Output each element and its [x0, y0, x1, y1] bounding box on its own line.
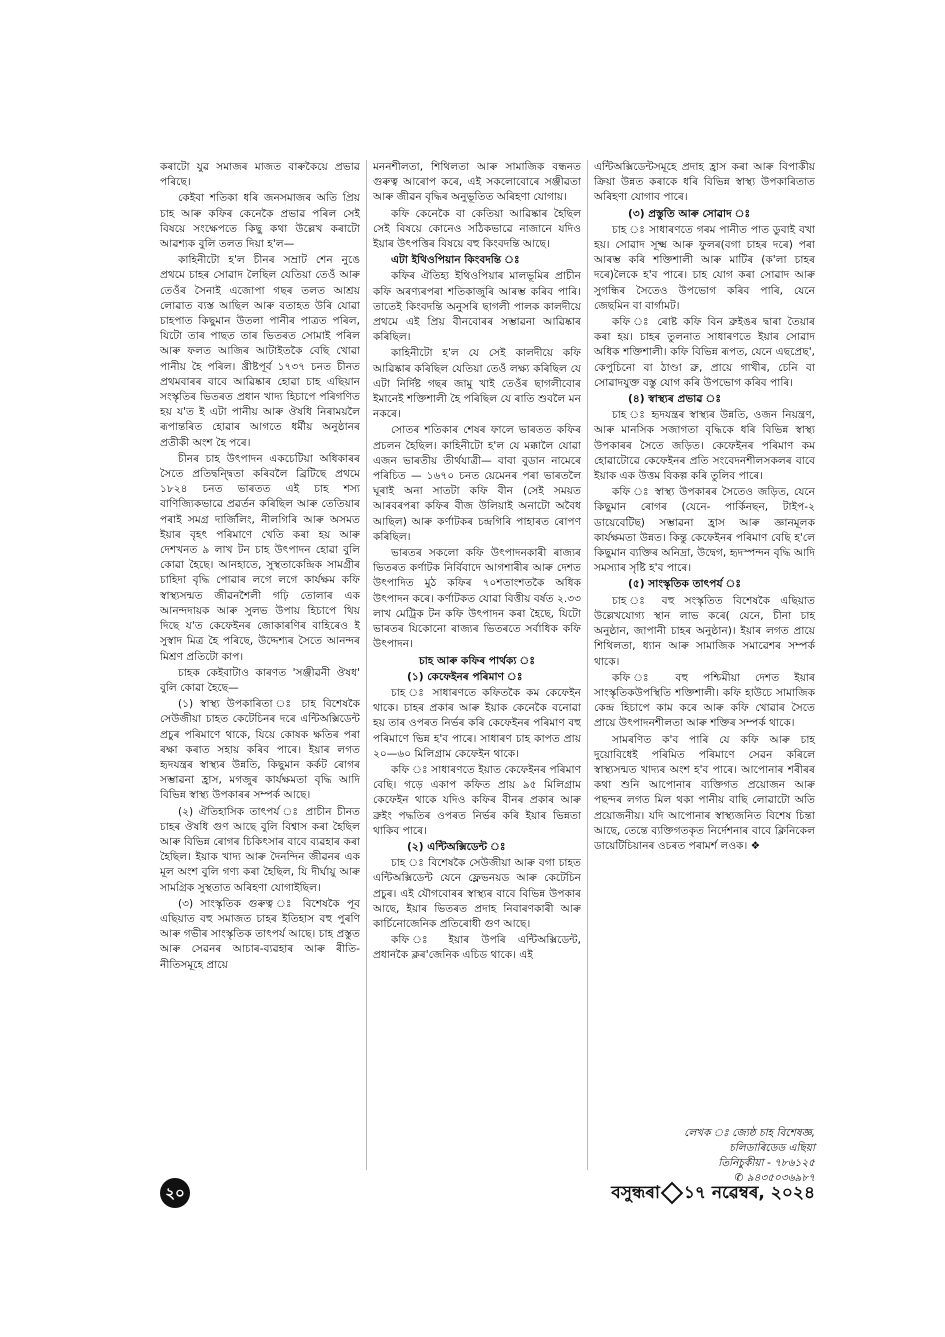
paragraph: চীনৰ চাহ উৎপাদন একচেটিয়া অধিকাৰৰ সৈতে প্ৰতিদ্বন্দ্বিতা কৰিবলৈ ব্ৰিটিছে প্ৰথমে ১৮২৪ চনত ভাৰতত এই চাহ শস্য বাণিজ্যিকভাৱে প্ৰৱৰ্তন কৰিছিল আৰু তেতিয়াৰ পৰাই সমগ্ৰ দাৰ্জিলিং, নীলগিৰি আৰু অসমত ইয়াৰ বৃহৎ পৰিমাণে খেতি কৰা হয় আৰু দেশখনত ৯ লাখ টন চাহ উৎপাদন হোৱা বুলি কোৱা হৈছে। আনহাতে, সুস্থতাকেন্দ্ৰিক সামগ্ৰীৰ চাহিদা বৃদ্ধি পোৱাৰ লগে লগে কাৰ্যক্ষম কফি স্বাস্থ্যসন্মত জীৱনশৈলী গঢ়ি তোলাৰ এক আনন্দদায়ক আৰু সুলভ উপায় হিচাপে থিয় দিছে য'ত কেফেইনৰ জোকাৰণিৰ বাহিৰেও ই সুস্বাদ মিত্ৰ হৈ পৰিছে, উদ্দেশ্যৰ সৈতে আনন্দৰ মিশ্ৰণ প্ৰতিটো কাপ।	[160, 452, 360, 663]
byline-line: তিনিচুকীয়া - ৭৮৬১২৫	[718, 1157, 815, 1169]
subsection-heading: (৫) সাংস্কৃতিক তাৎপৰ্য ঃ	[628, 578, 742, 591]
paragraph: (৩) সাংস্কৃতিক গুৰুত্ব ঃ বিশেষকৈ পূব এছিয়াত বহু সমাজত চাহৰ ইতিহাস বহু পুৰণি আৰু গভীৰ সাংস্কৃতিক তাৎপৰ্য আছে। চাহ প্ৰস্তুত আৰু সেৱনৰ আচাৰ-ব্যৱহাৰ আৰু ৰীতি-নীতিসমূহে প্ৰায়ে	[160, 897, 360, 971]
paragraph: কেইবা শতিকা ধৰি জনসমাজৰ অতি প্ৰিয় চাহ আৰু কফিৰ কেনেকৈ প্ৰভাৱ পৰিল সেই বিষয়ে সংক্ষেপতে কিছু কথা উল্লেখ কৰাটো আৱশ্যক বুলি তলত দিয়া হ'ল—	[160, 192, 360, 251]
paragraph: কফি কেনেকৈ বা কেতিয়া আৱিষ্কাৰ হৈছিল সেই বিষয়ে কোনেও সঠিকভাৱে নাজানে যদিও ইয়াৰ উৎপত্তিৰ বিষয়ে বহু কিংবদন্তি আছে।	[373, 207, 581, 251]
paragraph: কফি ঃ বহু পশ্চিমীয়া দেশত ইয়াৰ সাংস্কৃতিকউপস্থিতি শক্তিশালী। কফি হাউচে সামাজিক কেন্দ্ৰ হিচাপে কাম কৰে আৰু কফি খোৱাৰ সৈতে প্ৰায়ে উৎপাদনশীলতা আৰু শক্তিৰ সম্পৰ্ক থাকে।	[594, 671, 815, 730]
byline-line: চলিডাৰিডেড এছিয়া	[729, 1142, 815, 1154]
diamond-separator-icon	[661, 1182, 684, 1205]
paragraph: চাহ ঃ সাধাৰণতে গৰম পানীত পাত ডুবাই বখা হয়। সোৱাদ সূক্ষ্ম আৰু ফুলৰ(বগা চাহৰ দৰে) পৰা আৰম্ভ কৰি শক্তিশালী আৰু মাটিৰ (ক'লা চাহৰ দৰে)লৈকে হ'ব পাৰে। চাহ যোগ কৰা সোৱাদ আৰু সুগন্ধিৰ সৈতেও উপভোগ কৰিব পাৰি, যেনে জেছমিন বা বাৰ্গামট।	[594, 223, 815, 312]
article-column-3	[594, 160, 815, 855]
article-column-2	[373, 160, 581, 965]
paragraph: কৰাটো যুৱ সমাজৰ মাজত বাৰুকৈয়ে প্ৰভাৱ পৰিছে।	[160, 161, 360, 189]
column-divider	[587, 160, 588, 1170]
paragraph: কফি ঃ ৰোষ্ট কফি বিন ব্ৰুইঙৰ দ্বাৰা তৈয়াৰ কৰা হয়। চাহৰ তুলনাত সাধাৰণতে ইয়াৰ সোৱাদ অধিক শক্তিশালী। কফি বিভিন্ন ৰূপত, যেনে এছপ্ৰেছ', কেপুচিনো বা ঠাণ্ডা ব্ৰু, প্ৰায়ে গাখীৰ, চেনি বা সোৱাদযুক্ত বস্তু যোগ কৰি উপভোগ কৰিব পাৰি।	[594, 316, 815, 389]
magazine-name: বসুন্ধৰা	[611, 1183, 660, 1203]
paragraph: (১) স্বাস্থ্য উপকাৰিতা ঃ চাহ বিশেষকৈ সেউজীয়া চাহত কেটেচিনৰ দৰে এন্টিঅক্সিডেন্ট প্ৰচুৰ পৰিমাণে থাকে, যিয়ে কোষক ক্ষতিৰ পৰা ৰক্ষা কৰাত সহায় কৰিব পাৰে। ইয়াৰ লগত হৃদযন্ত্ৰৰ স্বাস্থ্যৰ উন্নতি, কিছুমান কৰ্কট ৰোগৰ সম্ভাৱনা হ্ৰাস, মগজুৰ কাৰ্যক্ষমতা বৃদ্ধি আদি বিভিন্ন স্বাস্থ্য উপকাৰৰ সম্পৰ্ক আছে।	[160, 698, 360, 802]
paragraph: (২) ঐতিহাসিক তাৎপৰ্য ঃ প্ৰাচীন চীনত চাহৰ ঔষধি গুণ আছে বুলি বিশ্বাস কৰা হৈছিল আৰু বিভিন্ন ৰোগৰ চিকিৎসাৰ বাবে ব্যৱহাৰ কৰা হৈছিল। ইয়াক খাদ্য আৰু দৈনন্দিন জীৱনৰ এক মূল অংশ বুলি গণ্য কৰা হৈছিল, যি দীৰ্ঘায়ু আৰু সামগ্ৰিক সুস্থতাত অৰিহণা যোগাইছিল।	[160, 805, 360, 894]
author-byline	[615, 1126, 815, 1186]
section-heading: চাহ আৰু কফিৰ পাৰ্থক্য ঃ	[418, 654, 535, 667]
byline-phone: ✆ ৯৪৩৫০৩৬৯৮৭	[734, 1172, 815, 1184]
paragraph: কফি ঃ সাধাৰণতে ইয়াত কেফেইনৰ পৰিমাণ বেছি। গড়ে একাপ কফিত প্ৰায় ৯৫ মিলিগ্ৰাম কেফেইন থাকে যদিও কফিৰ বীনৰ প্ৰকাৰ আৰু ব্ৰুইং পদ্ধতিৰ ওপৰত নিৰ্ভৰ কৰি ইয়াৰ ভিন্নতা থাকিব পাৰে।	[373, 763, 581, 837]
subsection-heading: (৩) প্ৰস্তুতি আৰু সোৱাদ ঃ	[628, 207, 751, 220]
issue-date: ১৭ নৱেম্বৰ, ২০২৪	[683, 1183, 815, 1203]
paragraph: সামৰণিত ক'ব পাৰি যে কফি আৰু চাহ দুয়োবিধেই পৰিমিত পৰিমাণে সেৱন কৰিলে স্বাস্থ্যসন্মত খাদ্যৰ অংশ হ'ব পাৰে। আপোনাৰ শৰীৰৰ কথা শুনি আপোনাৰ ব্যক্তিগত প্ৰয়োজন আৰু পছন্দৰ লগত মিল থকা পানীয় বাছি লোৱাটো অতি প্ৰয়োজনীয়। যদি আপোনাৰ স্বাস্থ্যজনিত বিশেষ চিন্তা আছে, তেন্তে ব্যক্তিগতকৃত নিৰ্দেশনাৰ বাবে ক্লিনিকেল ডায়েটিচিয়ানৰ ওচৰত পৰামৰ্শ লওক। ❖	[594, 733, 815, 852]
paragraph: কফি ঃ ইয়াৰ উপৰি এন্টিঅক্সিডেন্ট, প্ৰধানকৈ ক্লৰ'জেনিক এচিড থাকে। এই	[373, 934, 581, 962]
paragraph: চাহ ঃ হৃদযন্ত্ৰৰ স্বাস্থ্যৰ উন্নতি, ওজন নিয়ন্ত্ৰণ, আৰু মানসিক সজাগতা বৃদ্ধিকে ধৰি বিভিন্ন স্বাস্থ্য উপকাৰৰ সৈতে জড়িত। কেফেইনৰ পৰিমাণ কম হোৱাটোৱে কেফেইনৰ প্ৰতি সংবেদনশীলসকলৰ বাবে ইয়াক এক উত্তম বিকল্প কৰি তুলিব পাৰে।	[594, 409, 815, 483]
page-number: ২০	[160, 1178, 190, 1208]
subsection-heading: (২) এন্টিঅক্সিডেন্ট ঃ	[407, 840, 506, 853]
column-divider	[366, 160, 367, 1170]
subsection-heading: (১) কেফেইনৰ পৰিমাণ ঃ	[407, 670, 523, 683]
paragraph: মননশীলতা, শিথিলতা আৰু সামাজিক বন্ধনত গুৰুত্ব আৰোপ কৰে, এই সকলোবোৰে সঞ্জীৱতা আৰু জীৱন বৃদ্ধিৰ অনুভূতিত অৰিহণা যোগায়।	[373, 161, 581, 204]
footer-masthead	[611, 1180, 815, 1208]
paragraph: এন্টিঅক্সিডেন্টসমূহে প্ৰদাহ হ্ৰাস কৰা আৰু বিপাকীয় ক্ৰিয়া উন্নত কৰাকে ধৰি বিভিন্ন স্বাস্থ্য উপকাৰিতাত অৰিহণা যোগাব পাৰে।	[594, 161, 815, 204]
subsection-heading: (৪) স্বাস্থ্যৰ প্ৰভাৱ ঃ	[628, 393, 722, 406]
paragraph: চাহক কেইবাটাও কাৰণত 'সঞ্জীৱনী ঔষধ' বুলি কোৱা হৈছে—	[160, 666, 360, 694]
paragraph: কাহিনীটো হ'ল যে সেই কালদীয়ে কফি আৱিষ্কাৰ কৰিছিল যেতিয়া তেওঁ লক্ষ্য কৰিছিল যে এটা নিৰ্দিষ্ট গছৰ জামু খাই তেওঁৰ ছাগলীবোৰ ইমানেই শক্তিশালী হৈ পৰিছিল যে ৰাতি শুবলৈ মন নকৰে।	[373, 347, 581, 421]
paragraph: সোতৰ শতিকাৰ শেষৰ ফালে ভাৰতত কফিৰ প্ৰচলন হৈছিল। কাহিনীটো হ'ল যে মক্কালৈ যোৱা এজন ভাৰতীয় তীৰ্থযাত্ৰী— বাবা বুডান নামেৰে পৰিচিত — ১৬৭০ চনত য়েমেনৰ পৰা ভাৰতলৈ ঘূৰাই অনা সাতটা কফি বীন (সেই সময়ত আৰবৰপৰা কফিৰ বীজ উলিয়াই অনাটো অবৈধ আছিল) আৰু কৰ্ণাটকৰ চন্দ্ৰগিৰি পাহাৰত ৰোপণ কৰিছিল।	[373, 424, 581, 543]
paragraph: চাহ ঃ সাধাৰণতে কফিতকৈ কম কেফেইন থাকে। চাহৰ প্ৰকাৰ আৰু ইয়াক কেনেকৈ বনোৱা হয় তাৰ ওপৰত নিৰ্ভৰ কৰি কেফেইনৰ পৰিমাণ বহু পৰিমাণে ভিন্ন হ'ব পাৰে। সাধাৰণ চাহ কাপত প্ৰায় ২০—৬০ মিলিগ্ৰাম কেফেইন থাকে।	[373, 686, 581, 760]
section-heading: এটা ইথিওপিয়ান কিংবদন্তি ঃ	[391, 254, 520, 267]
paragraph: কফিৰ ঐতিহ্য ইথিওপিয়াৰ মালভূমিৰ প্ৰাচীন কফি অৰণ্যৰপৰা শতিকাজুৰি আৰম্ভ কৰিব পাৰি। তাতেই কিংবদন্তি অনুসৰি ছাগলী পালক কালদীয়ে প্ৰথমে এই প্ৰিয় বীনবোৰৰ সম্ভাৱনা আৱিষ্কাৰ কৰিছিল।	[373, 270, 581, 344]
byline-line: লেখক ঃ জ্যেষ্ঠ চাহ বিশেষজ্ঞ,	[684, 1127, 815, 1139]
paragraph: কফি ঃ স্বাস্থ্য উপকাৰৰ সৈতেও জড়িত, যেনে কিছুমান ৰোগৰ (যেনে- পাৰ্কিনছন, টাইপ-২ ডায়েবেটিছ) সম্ভাৱনা হ্ৰাস আৰু জ্ঞানমূলক কাৰ্যক্ষমতা উন্নত। কিন্তু কেফেইনৰ পৰিমাণ বেছি হ'লে কিছুমান ব্যক্তিৰ অনিদ্ৰা, উদ্বেগ, হৃদস্পন্দন বৃদ্ধি আদি সমস্যাৰ সৃষ্টি হ'ব পাৰে।	[594, 486, 815, 575]
article-column-1	[160, 160, 360, 974]
paragraph: কাহিনীটো হ'ল চীনৰ সম্ৰাট শেন নুঙে প্ৰথমে চাহৰ সোৱাদ লৈছিল যেতিয়া তেওঁ আৰু তেওঁৰ সৈনাই এজোপা গছৰ তলত আশ্ৰয় লোৱাত ব্যস্ত আছিল আৰু বতাহত উৰি যোৱা চাহপাত কিছুমান উতলা পানীৰ পাত্ৰত পৰিল, যিটো তাৰ পাছত তাৰ ভিতৰত সোমাই পৰিল আৰু ফলত আজিৰ আটাইতকৈ বেছি খোৱা পানীয় হৈ পৰিল। খ্ৰীষ্টপূৰ্ব ১৭৩৭ চনত চীনত প্ৰথমবাৰৰ বাবে আৱিষ্কাৰ হোৱা চাহ এছিয়ান সংস্কৃতিৰ ভিতৰত প্ৰধান খাদ্য হিচাপে পৰিগণিত হয় য'ত ই এটা পানীয় আৰু ঔষধি নিৰাময়লৈ ৰূপান্তৰিত হোৱাৰ আগতে ধৰ্মীয় অনুষ্ঠানৰ প্ৰতীকী অংশ হৈ পৰে।	[160, 254, 360, 449]
paragraph: ভাৰতৰ সকলো কফি উৎপাদনকাৰী ৰাজ্যৰ ভিতৰত কৰ্ণাটক নিৰ্বিবাদে আগশাৰীৰ আৰু দেশত উৎপাদিত মুঠ কফিৰ ৭০শতাংশতকৈ অধিক উৎপাদন কৰে। কৰ্ণাটকত যোৱা বিত্তীয় বৰ্ষত ২.৩৩ লাখ মেট্ৰিক টন কফি উৎপাদন কৰা হৈছে, যিটো ভাৰতৰ যিকোনো ৰাজ্যৰ ভিতৰতে সৰ্বাধিক কফি উৎপাদন।	[373, 547, 581, 651]
paragraph: চাহ ঃ বহু সংস্কৃতিত বিশেষকৈ এছিয়াত উল্লেখযোগ্য স্থান লাভ কৰে( যেনে, চীনা চাহ অনুষ্ঠান, জাপানী চাহৰ অনুষ্ঠান)। ইয়াৰ লগত প্ৰায়ে শিথিলতা, ধ্যান আৰু সামাজিক সমাৱেশৰ সম্পৰ্ক থাকে।	[594, 594, 815, 668]
paragraph: চাহ ঃ বিশেষকৈ সেউজীয়া আৰু বগা চাহত এন্টিঅক্সিডেন্ট যেনে ফ্লেভনয়ড আৰু কেটেচিন প্ৰচুৰ। এই যৌগবোৰৰ স্বাস্থ্যৰ বাবে বিভিন্ন উপকাৰ আছে, ইয়াৰ ভিতৰত প্ৰদাহ নিবাৰণকাৰী আৰু কাৰ্চিনোজেনিক প্ৰতিৰোধী গুণ আছে।	[373, 857, 581, 930]
